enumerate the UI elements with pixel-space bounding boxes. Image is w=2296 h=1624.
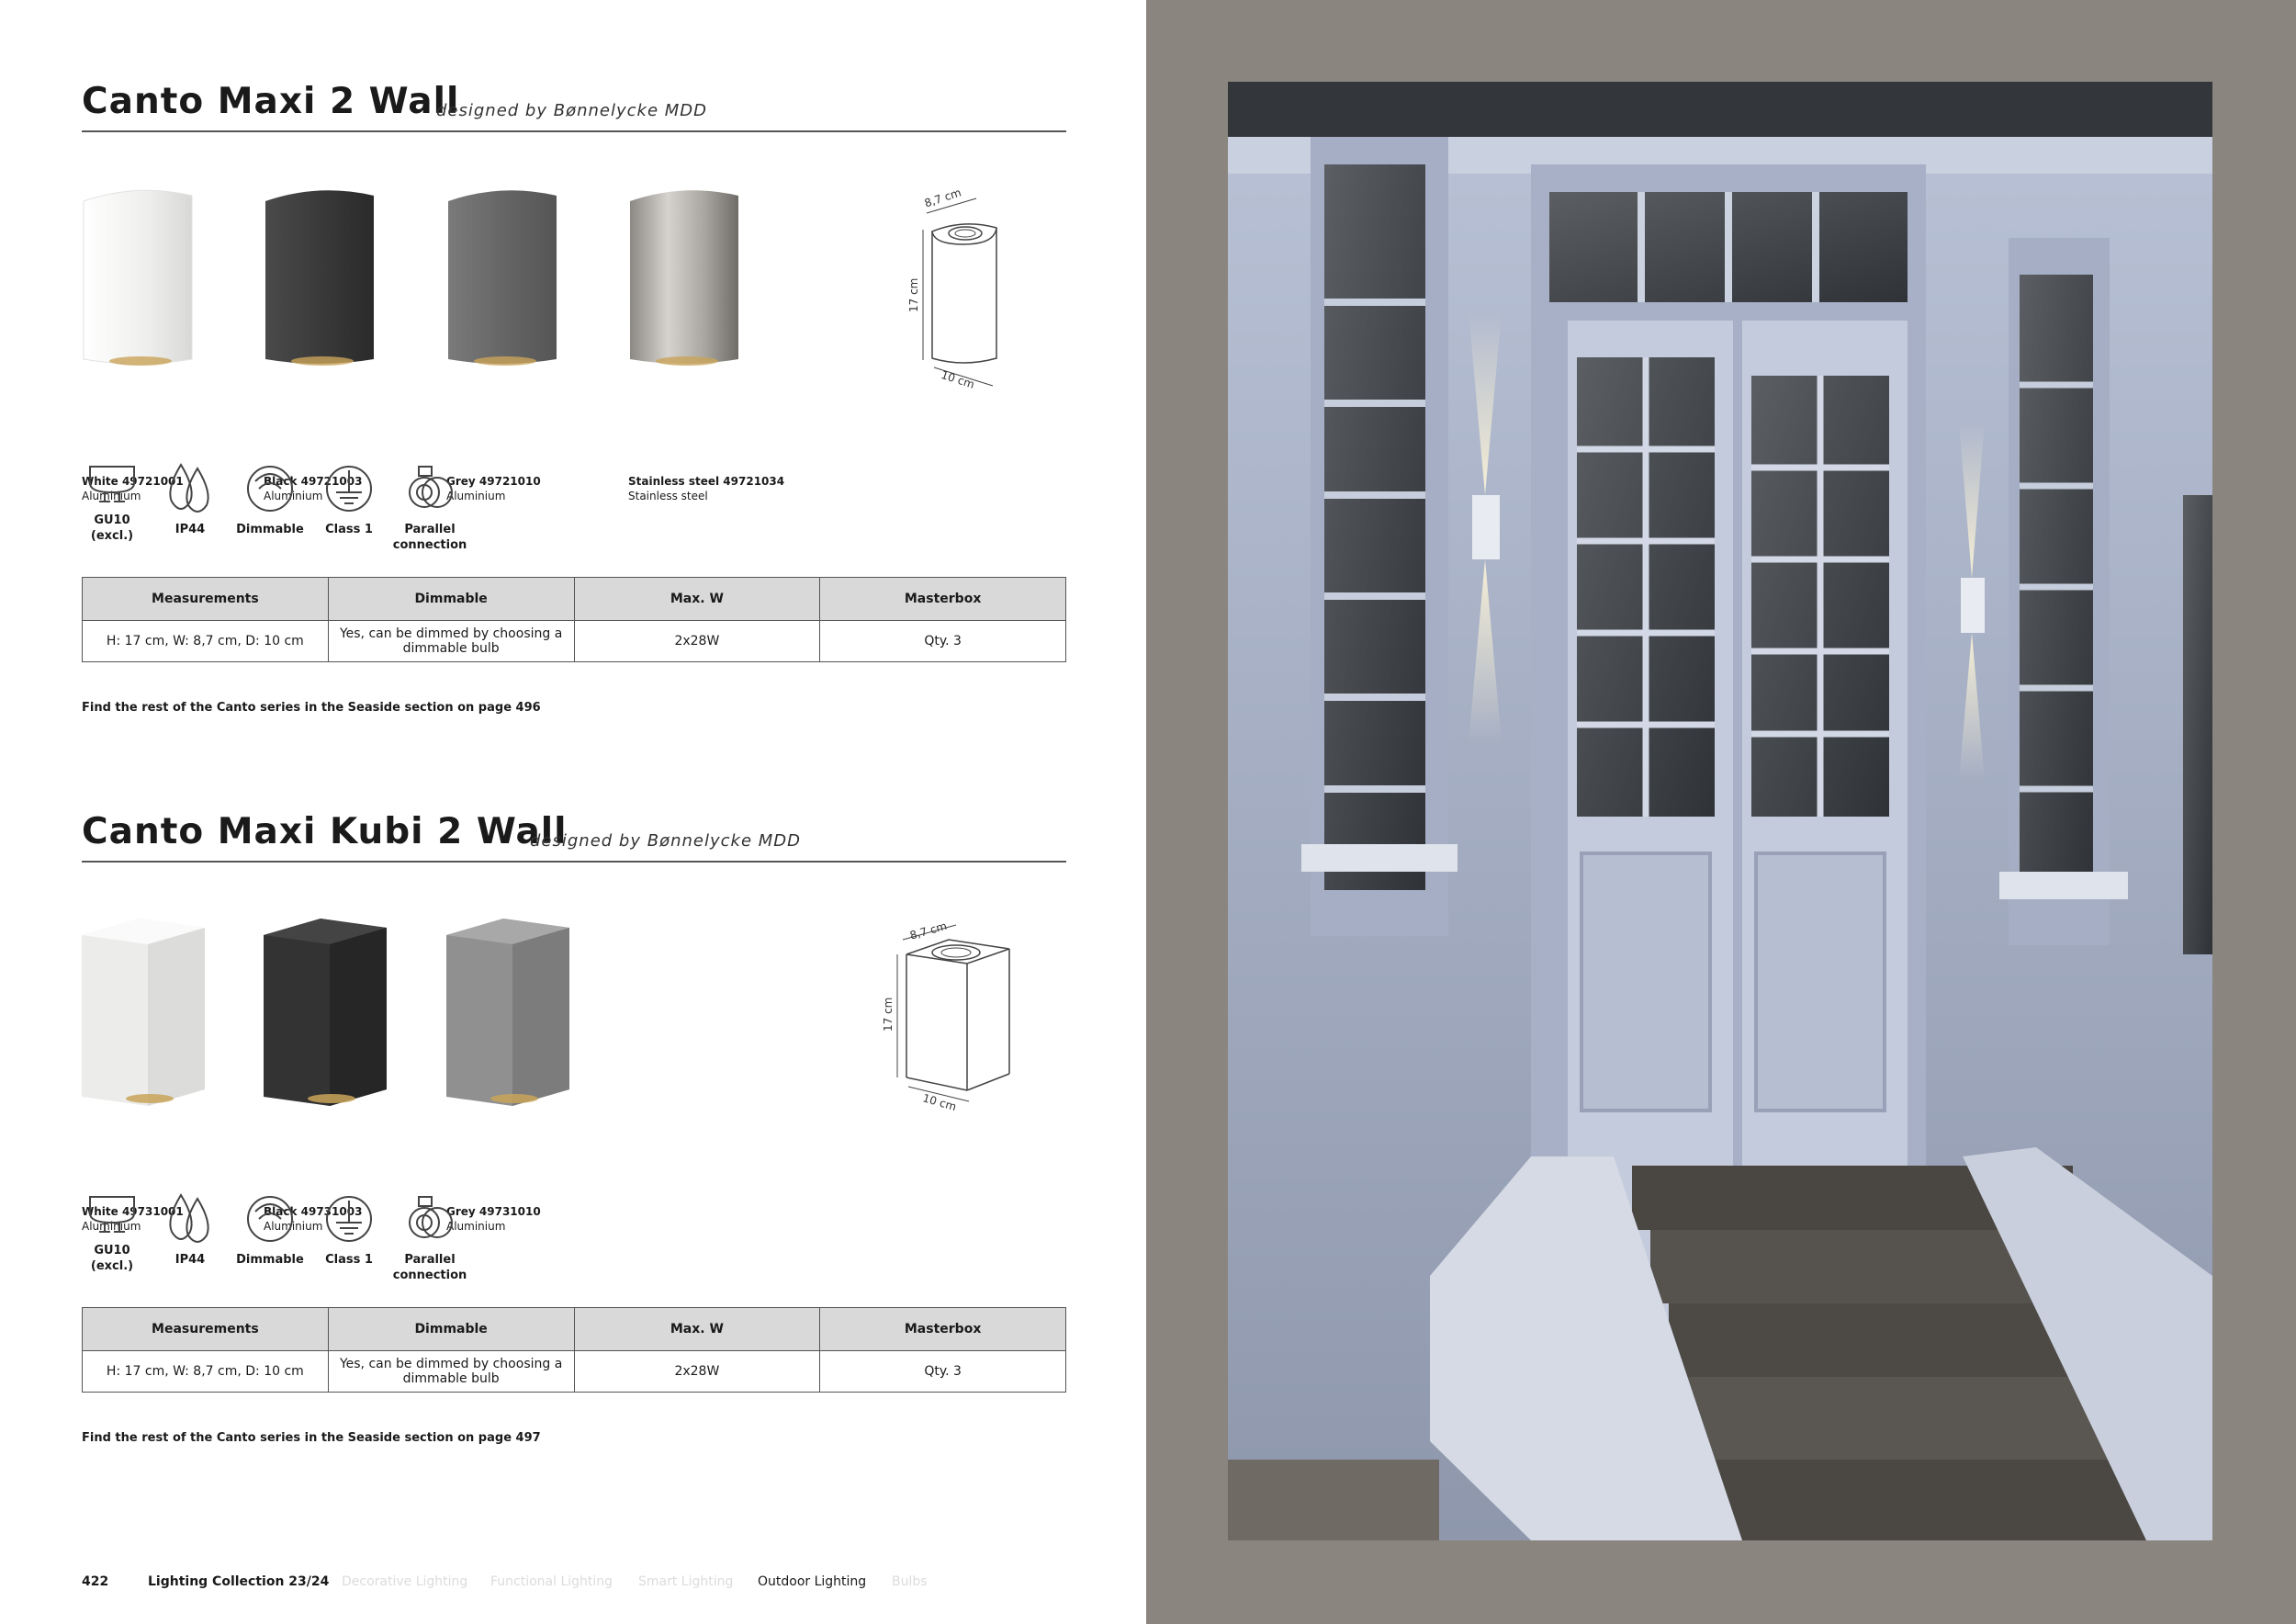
dimension-height: 17 cm bbox=[907, 277, 920, 312]
table-cell: 2x28W bbox=[574, 1351, 820, 1393]
feature-label: Dimmable bbox=[236, 523, 304, 536]
product-name: Grey 49731010 bbox=[446, 1205, 541, 1218]
product-material: Aluminium bbox=[82, 1220, 141, 1233]
table-cell: Qty. 3 bbox=[820, 1351, 1066, 1393]
page-title: Canto Maxi Kubi 2 Wall bbox=[82, 811, 568, 852]
dimension-drawing bbox=[881, 919, 1055, 1114]
photo-panel bbox=[1146, 0, 2296, 1624]
feature-class1 bbox=[308, 461, 390, 537]
table-cell: Qty. 3 bbox=[820, 621, 1066, 662]
table-cell: Yes, can be dimmed by choosing a dimmable bulb bbox=[328, 1351, 574, 1393]
feature-dimmable bbox=[229, 1191, 311, 1268]
product-variant-grey[interactable] bbox=[446, 919, 621, 1233]
dimension-width: 10 cm bbox=[921, 1091, 958, 1114]
water-drops-icon bbox=[163, 1191, 218, 1246]
table-header-row bbox=[83, 1308, 1066, 1351]
feature-ip44 bbox=[149, 1191, 231, 1268]
product-name: White 49721001 bbox=[82, 475, 184, 488]
dimension-drawing bbox=[890, 186, 1055, 391]
product-variant-grey[interactable] bbox=[446, 188, 621, 502]
feature-class1 bbox=[308, 1191, 390, 1268]
feature-label: GU10 (excl.) bbox=[90, 513, 134, 543]
product-material: Aluminium bbox=[446, 1220, 506, 1233]
table-cell: 2x28W bbox=[574, 621, 820, 662]
feature-label: Dimmable bbox=[236, 1253, 304, 1267]
table-row bbox=[83, 621, 1066, 662]
page-number: 422 bbox=[82, 1574, 109, 1589]
section-header bbox=[82, 73, 1066, 132]
product-name: White 49731001 bbox=[82, 1205, 184, 1218]
water-drops-icon bbox=[163, 461, 218, 516]
product-image bbox=[628, 188, 757, 372]
feature-parallel bbox=[388, 1191, 471, 1283]
product-material: Aluminium bbox=[446, 490, 506, 502]
dimmer-icon bbox=[242, 1191, 298, 1246]
product-variant-stainless[interactable] bbox=[628, 188, 803, 502]
table-cell: H: 17 cm, W: 8,7 cm, D: 10 cm bbox=[83, 1351, 329, 1393]
dimension-width: 10 cm bbox=[939, 367, 976, 391]
feature-icons bbox=[82, 461, 541, 562]
product-image bbox=[446, 919, 575, 1111]
section-header bbox=[82, 804, 1066, 863]
parallel-connection-icon bbox=[402, 1191, 457, 1246]
series-note: Find the rest of the Canto series in the Seaside section on page 496 bbox=[82, 701, 541, 715]
nav-decorative-lighting[interactable]: Decorative Lighting bbox=[342, 1574, 468, 1589]
table-header-row bbox=[83, 578, 1066, 621]
table-header: Max. W bbox=[574, 578, 820, 621]
house-entrance-photo bbox=[1228, 82, 2212, 1540]
product-name: Grey 49721010 bbox=[446, 475, 541, 488]
product-material: Aluminium bbox=[82, 490, 141, 502]
product-section-canto-maxi-kubi bbox=[82, 804, 1066, 1465]
dimmer-icon bbox=[242, 461, 298, 516]
dimension-height: 17 cm bbox=[882, 997, 895, 1032]
product-variant-white[interactable] bbox=[82, 188, 256, 502]
product-name: Stainless steel 49721034 bbox=[628, 475, 785, 488]
feature-label: Parallel connection bbox=[392, 523, 467, 552]
product-variant-white[interactable] bbox=[82, 919, 256, 1233]
spec-table bbox=[82, 1307, 1066, 1393]
table-header: Dimmable bbox=[328, 578, 574, 621]
series-note: Find the rest of the Canto series in the Seaside section on page 497 bbox=[82, 1431, 541, 1445]
catalog-name: Lighting Collection 23/24 bbox=[148, 1574, 330, 1589]
product-name: Black 49731003 bbox=[264, 1205, 363, 1218]
feature-label: Class 1 bbox=[325, 523, 373, 536]
table-header: Masterbox bbox=[820, 1308, 1066, 1351]
bulb-gu10-icon bbox=[84, 1191, 140, 1237]
product-material: Aluminium bbox=[264, 490, 323, 502]
feature-label: IP44 bbox=[174, 523, 206, 536]
product-variant-black[interactable] bbox=[264, 919, 438, 1233]
page-title: Canto Maxi 2 Wall bbox=[82, 81, 460, 122]
dimension-depth: 8,7 cm bbox=[908, 919, 949, 942]
product-material: Stainless steel bbox=[628, 490, 708, 502]
page-footer bbox=[82, 1574, 1092, 1593]
table-header: Dimmable bbox=[328, 1308, 574, 1351]
catalog-page bbox=[0, 0, 1146, 1624]
table-header: Measurements bbox=[83, 578, 329, 621]
table-header: Masterbox bbox=[820, 578, 1066, 621]
product-image bbox=[446, 188, 575, 372]
feature-gu10 bbox=[71, 1191, 153, 1274]
table-cell: H: 17 cm, W: 8,7 cm, D: 10 cm bbox=[83, 621, 329, 662]
earth-ground-icon bbox=[321, 1191, 377, 1246]
bulb-gu10-icon bbox=[84, 461, 140, 507]
product-material: Aluminium bbox=[264, 1220, 323, 1233]
product-image bbox=[82, 188, 210, 372]
feature-label: GU10 (excl.) bbox=[90, 1244, 134, 1273]
feature-label: Class 1 bbox=[325, 1253, 373, 1267]
product-image bbox=[264, 919, 392, 1111]
table-cell: Yes, can be dimmed by choosing a dimmable bulb bbox=[328, 621, 574, 662]
table-header: Max. W bbox=[574, 1308, 820, 1351]
feature-icons bbox=[82, 1191, 541, 1292]
table-row bbox=[83, 1351, 1066, 1393]
dimension-depth: 8,7 cm bbox=[922, 186, 963, 210]
nav-bulbs[interactable]: Bulbs bbox=[892, 1574, 928, 1589]
feature-parallel bbox=[388, 461, 471, 553]
feature-label: IP44 bbox=[174, 1253, 206, 1267]
earth-ground-icon bbox=[321, 461, 377, 516]
nav-smart-lighting[interactable]: Smart Lighting bbox=[638, 1574, 734, 1589]
table-header: Measurements bbox=[83, 1308, 329, 1351]
spec-table bbox=[82, 577, 1066, 662]
product-image bbox=[264, 188, 392, 372]
feature-gu10 bbox=[71, 461, 153, 544]
designer-credit: designed by Bønnelycke MDD bbox=[530, 831, 802, 851]
product-section-canto-maxi bbox=[82, 73, 1066, 735]
designer-credit: designed by Bønnelycke MDD bbox=[436, 101, 708, 120]
product-variant-black[interactable] bbox=[264, 188, 438, 502]
product-image bbox=[82, 919, 210, 1111]
feature-dimmable bbox=[229, 461, 311, 537]
nav-outdoor-lighting[interactable]: Outdoor Lighting bbox=[758, 1574, 867, 1589]
feature-label: Parallel connection bbox=[392, 1253, 467, 1282]
parallel-connection-icon bbox=[402, 461, 457, 516]
product-name: Black 49721003 bbox=[264, 475, 363, 488]
feature-ip44 bbox=[149, 461, 231, 537]
nav-functional-lighting[interactable]: Functional Lighting bbox=[490, 1574, 613, 1589]
